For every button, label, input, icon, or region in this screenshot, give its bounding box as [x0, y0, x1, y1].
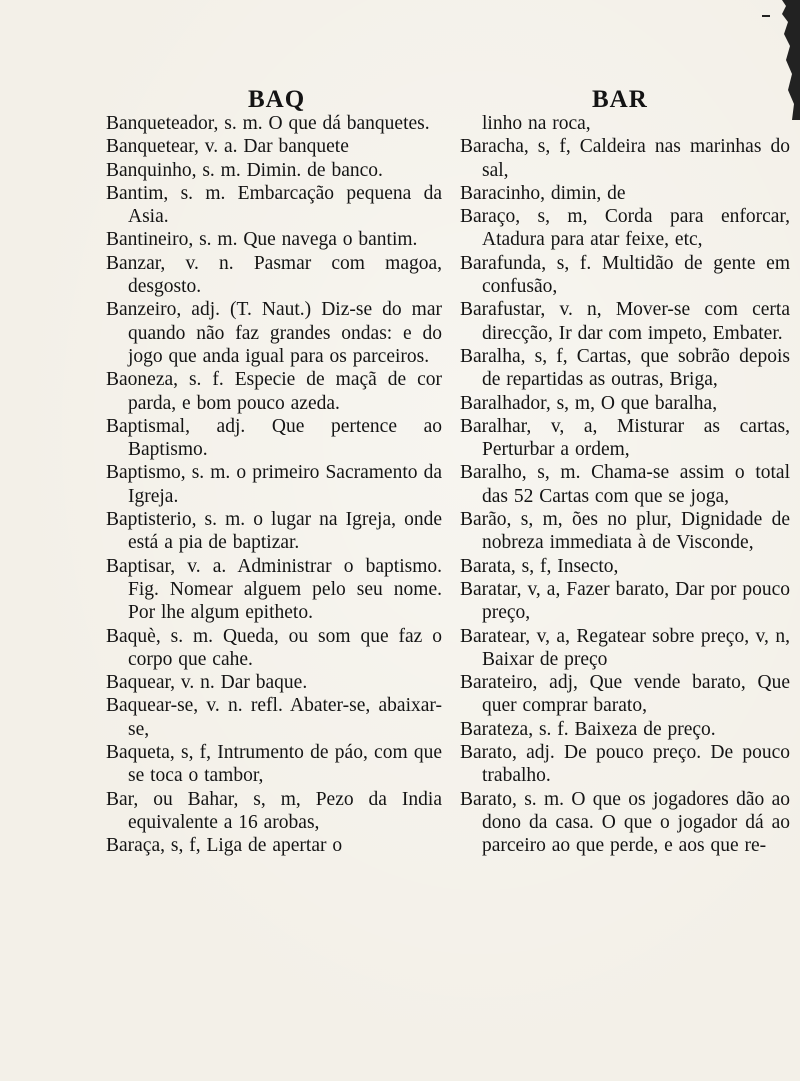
right-column-header: BAR: [592, 86, 648, 113]
dictionary-entry: Barão, s, m, ões no plur, Dignidade de nobreza immediata à de Visconde,: [460, 509, 790, 554]
dictionary-entry: Bantim, s. m. Embarcação pequena da Asia.: [106, 182, 442, 228]
dictionary-entry: Baralha, s, f, Cartas, que sobrão depois de repartidas as outras, Briga,: [460, 345, 790, 391]
dictionary-entry: Banqueteador, s. m. O que dá banquetes.: [106, 113, 430, 134]
dictionary-entry: Baqueta, s, f, Intrumento de páo, com que se toca o tambor,: [106, 742, 442, 787]
dictionary-entry: Baralhar, v, a, Misturar as cartas, Perturbar a ordem,: [460, 415, 790, 461]
dictionary-entry: Baoneza, s. f. Especie de maçã de cor parda, e bom pouco azeda.: [106, 369, 442, 414]
dictionary-entry: Baralhador, s, m, O que baralha,: [460, 392, 718, 414]
dictionary-entry: Baptismal, adj. Que pertence ao Baptismo.: [106, 415, 442, 461]
dictionary-entry: Barato, adj. De pouco preço. De pouco trabalho.: [460, 742, 790, 787]
dictionary-entry: Baralho, s, m. Chama-se assim o total das 52 Cartas com que se joga,: [460, 462, 790, 507]
dictionary-entry: Barateiro, adj, Que vende barato, Que quer comprar barato,: [460, 672, 790, 717]
dictionary-entry: Banquetear, v. a. Dar banquete: [106, 136, 349, 158]
dictionary-entry: Baracinho, dimin, de: [460, 182, 626, 204]
dictionary-entry: Barateza, s. f. Baixeza de preço.: [460, 718, 716, 740]
dictionary-entry: Bar, ou Bahar, s, m, Pezo da India equivalente a 16 arobas,: [106, 788, 442, 833]
dictionary-entry: Baquè, s. m. Queda, ou som que faz o corpo que cahe.: [106, 625, 442, 670]
dictionary-entry: Barafunda, s, f. Multidão de gente em confusão,: [460, 252, 790, 298]
dictionary-entry: Baquear, v. n. Dar baque.: [106, 672, 308, 694]
dictionary-entry: Baquear-se, v. n. refl. Abater-se, abaixar-se,: [106, 695, 442, 740]
dictionary-entry: Baptisar, v. a. Administrar o baptismo. Fig. Nomear alguem pelo seu nome. Por lhe algum epitheto.: [106, 555, 442, 624]
torn-corner-icon: [752, 0, 800, 120]
dictionary-entry: Barata, s, f, Insecto,: [460, 555, 619, 577]
right-column: [460, 112, 790, 858]
dictionary-entry: Barafustar, v. n, Mover-se com certa direcção, Ir dar com impeto, Embater.: [460, 299, 790, 344]
dictionary-entry: Baratar, v, a, Fazer barato, Dar por pouco preço,: [460, 578, 790, 624]
dictionary-entry: Barato, s. m. O que os jogadores dão ao dono da casa. O que o jogador dá ao parceiro ao que perde, e aos que re-: [460, 788, 790, 857]
dictionary-entry: Baraça, s, f, Liga de apertar o: [106, 835, 343, 857]
dictionary-entry: Banquinho, s. m. Dimin. de banco.: [106, 159, 383, 181]
left-column: [106, 112, 442, 858]
dictionary-entry: Banzeiro, adj. (T. Naut.) Diz-se do mar quando não faz grandes ondas: e do jogo que anda igual para os parceiros.: [106, 299, 442, 367]
dictionary-entry: Baraço, s, m, Corda para enforcar, Atadura para atar feixe, etc,: [460, 206, 790, 251]
dictionary-entry: Bantineiro, s. m. Que navega o bantim.: [106, 229, 418, 251]
dictionary-entry: Baptismo, s. m. o primeiro Sacramento da Igreja.: [106, 462, 442, 507]
dictionary-entry: Baratear, v, a, Regatear sobre preço, v, n, Baixar de preço: [460, 625, 790, 670]
dictionary-entry: Baptisterio, s. m. o lugar na Igreja, onde está a pia de baptizar.: [106, 509, 442, 554]
left-column-header: BAQ: [248, 86, 306, 113]
dictionary-entry: Baracha, s, f, Caldeira nas marinhas do sal,: [460, 136, 790, 181]
dictionary-entry: Banzar, v. n. Pasmar com magoa, desgosto.: [106, 252, 442, 298]
dictionary-entry-continuation: linho na roca,: [482, 113, 591, 134]
